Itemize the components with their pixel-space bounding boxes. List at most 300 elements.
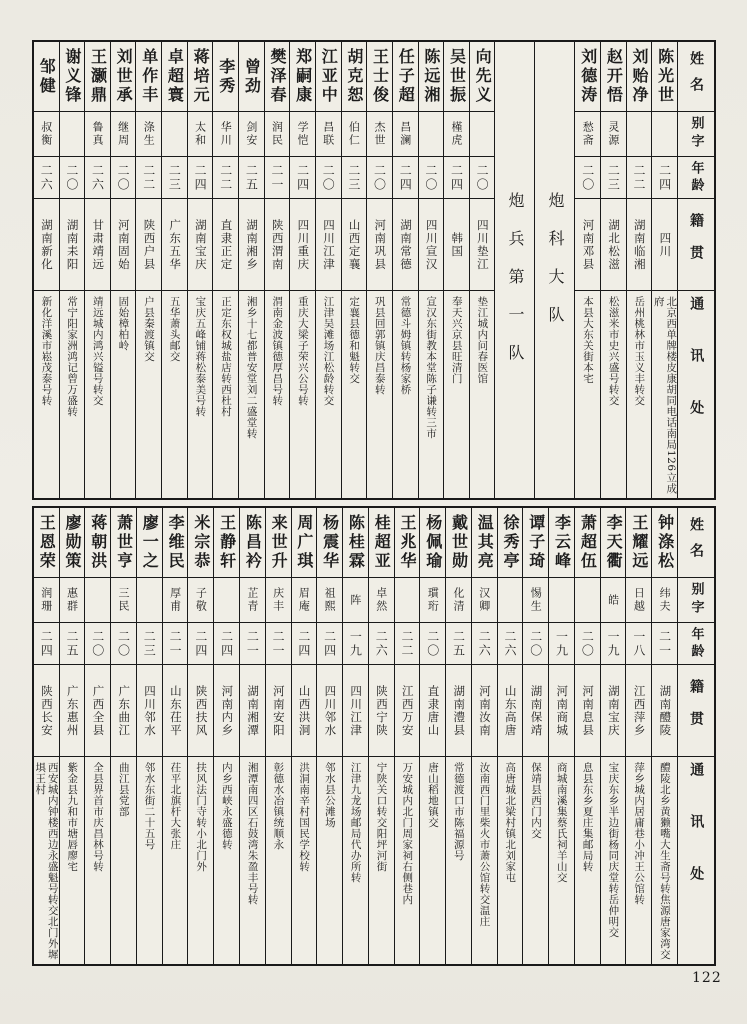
entry-column — [59, 508, 85, 964]
entry-address: 江津吴滩场江松龄转交 — [322, 296, 335, 406]
entry-name: 刘世承 — [111, 42, 136, 112]
entry-column — [316, 508, 342, 964]
entry-origin: 陕西扶风 — [188, 665, 213, 757]
entry-name: 吴世振 — [444, 42, 469, 112]
entry-alias — [627, 112, 652, 157]
section-header-column — [534, 42, 574, 498]
header-name: 姓名 — [678, 508, 714, 578]
entry-origin: 湖南湘潭 — [240, 665, 265, 757]
entry-address: 奉天兴京县旺清门 — [450, 296, 463, 384]
entry-name: 赵开悟 — [601, 42, 626, 112]
entry-alias: 惕生 — [523, 578, 548, 623]
entry-column — [84, 42, 110, 498]
entry-alias: 眉庵 — [292, 578, 317, 623]
entry-age: 二〇 — [85, 623, 110, 665]
entry-age: 一九 — [601, 623, 626, 665]
entry-name: 萧超伍 — [575, 508, 600, 578]
entry-origin: 陕西长安 — [34, 665, 59, 757]
entry-column — [213, 508, 239, 964]
entry-alias: 昌澜 — [393, 112, 418, 157]
entry-age: 二三 — [162, 157, 187, 199]
entry-address: 湘潭南四区石鼓湾朱盈丰号转 — [246, 762, 259, 905]
entry-origin: 河南安阳 — [266, 665, 291, 757]
entry-address: 宝庆五峰铺蒋松泰美号转 — [194, 296, 207, 417]
entry-name: 陈桂霖 — [343, 508, 368, 578]
entry-origin: 湖南耒阳 — [60, 199, 85, 291]
entry-name: 陈昌衿 — [240, 508, 265, 578]
section-label: 炮兵第一队 — [505, 192, 525, 382]
entry-age: 二三 — [342, 157, 367, 199]
entry-name: 徐秀亭 — [498, 508, 523, 578]
page-number: 122 — [692, 970, 722, 986]
entry-name: 周广琪 — [292, 508, 317, 578]
entry-alias: 瑻珩 — [420, 578, 445, 623]
entry-address: 户县秦渡镇交 — [143, 296, 156, 362]
entry-alias: 剑安 — [239, 112, 264, 157]
entry-alias — [214, 578, 239, 623]
entry-age: 二四 — [317, 623, 342, 665]
entry-column — [187, 508, 213, 964]
entry-alias — [652, 112, 677, 157]
entry-origin: 四川 — [652, 199, 677, 291]
entry-column — [212, 42, 238, 498]
entry-alias: 槿虎 — [444, 112, 469, 157]
entry-origin: 山西洪洞 — [292, 665, 317, 757]
entry-age: 二四 — [34, 623, 59, 665]
entry-age: 二〇 — [523, 623, 548, 665]
entry-address: 北京西单牌楼皮康胡同电话南局126立成府 — [652, 296, 677, 494]
entry-address: 本县大东关街本宅 — [582, 296, 594, 384]
entry-name: 李维民 — [163, 508, 188, 578]
entry-alias: 昌联 — [316, 112, 341, 157]
entry-name: 杨佩瑜 — [420, 508, 445, 578]
entry-column — [394, 508, 420, 964]
entry-origin: 四川垫江 — [470, 199, 495, 291]
entry-name: 胡克恕 — [342, 42, 367, 112]
entry-age: 二三 — [601, 157, 626, 199]
header-name: 姓名 — [678, 42, 714, 112]
entry-alias — [162, 112, 187, 157]
entry-name: 温其亮 — [472, 508, 497, 578]
entry-column — [522, 508, 548, 964]
entry-origin: 湖北松滋 — [601, 199, 626, 291]
entry-origin: 河南息县 — [575, 665, 600, 757]
entry-address: 靖远城内鸿兴镒号转交 — [91, 296, 104, 406]
entry-alias: 皓 — [601, 578, 626, 623]
entry-alias — [395, 578, 420, 623]
entry-column — [59, 42, 85, 498]
entry-column — [136, 508, 162, 964]
entry-age: 二〇 — [575, 623, 600, 665]
entry-alias: 润珊 — [34, 578, 59, 623]
entry-origin: 广东五华 — [162, 199, 187, 291]
entry-column — [651, 42, 677, 498]
entry-address: 醴陵北乡黄獭嘴大生斋号转焦源唐家湾交 — [658, 762, 671, 960]
entry-name: 谭子琦 — [523, 508, 548, 578]
entry-address: 萍乡城内居庸巷小冲王公馆转 — [633, 762, 646, 905]
entry-name: 王恩荣 — [34, 508, 59, 578]
entry-age: 二二 — [627, 157, 652, 199]
section-header-column — [494, 42, 534, 498]
entry-age: 一九 — [343, 623, 368, 665]
entry-origin: 湖南新化 — [34, 199, 59, 291]
entry-origin: 河南邓县 — [575, 199, 600, 291]
entry-column — [315, 42, 341, 498]
entry-column — [418, 42, 444, 498]
entry-address: 常德渡口市陈福源号 — [452, 762, 465, 861]
entry-alias — [419, 112, 444, 157]
entry-name: 向先义 — [470, 42, 495, 112]
entry-address: 重庆大梁子荣兴公号转 — [296, 296, 309, 406]
entry-name: 刘德涛 — [575, 42, 600, 112]
entry-origin: 四川邻水 — [317, 665, 342, 757]
entry-origin: 湖南醴陵 — [652, 665, 677, 757]
entry-address: 茌平北旗杆大张庄 — [169, 762, 182, 850]
entry-name: 杨震华 — [317, 508, 342, 578]
entry-age: 二〇 — [60, 157, 85, 199]
entry-alias — [549, 578, 574, 623]
entry-name: 江亚中 — [316, 42, 341, 112]
entry-name: 单作丰 — [136, 42, 161, 112]
entry-alias — [137, 578, 162, 623]
entry-column — [162, 508, 188, 964]
entry-origin: 山东高唐 — [498, 665, 523, 757]
entry-name: 王耀远 — [626, 508, 651, 578]
entry-origin: 广东曲江 — [111, 665, 136, 757]
entry-age: 二四 — [188, 157, 213, 199]
entry-alias: 学恺 — [290, 112, 315, 157]
entry-name: 王兆华 — [395, 508, 420, 578]
entry-alias: 芷青 — [240, 578, 265, 623]
entry-origin: 四川重庆 — [290, 199, 315, 291]
entry-origin: 山西定襄 — [342, 199, 367, 291]
entry-name: 曾劲 — [239, 42, 264, 112]
entry-age: 二五 — [60, 623, 85, 665]
entry-name: 廖一之 — [137, 508, 162, 578]
entry-age: 二一 — [266, 623, 291, 665]
entry-origin: 湖南保靖 — [523, 665, 548, 757]
entry-address: 汝南西门里柴火市萧公馆转交温庄 — [478, 762, 491, 927]
entry-alias: 化清 — [446, 578, 471, 623]
entry-column — [651, 508, 677, 964]
entry-address: 江津九龙场邮局代办所转 — [349, 762, 362, 883]
entry-name: 米宗恭 — [188, 508, 213, 578]
header-address: 通讯处 — [688, 296, 705, 452]
entry-age: 二二 — [213, 157, 238, 199]
entry-column — [264, 42, 290, 498]
entry-address: 邻水东街二十五号 — [143, 762, 156, 850]
entry-age: 一九 — [549, 623, 574, 665]
entry-age: 二〇 — [575, 157, 600, 199]
entry-origin: 湖南湘乡 — [239, 199, 264, 291]
entry-origin: 甘肃靖远 — [85, 199, 110, 291]
entry-address: 常宁阳家洲鸿记曾万盛转 — [66, 296, 79, 417]
entry-name: 戴世勋 — [446, 508, 471, 578]
entry-alias: 润民 — [265, 112, 290, 157]
entry-column — [574, 42, 600, 498]
entry-address: 洪洞南辛村国民学校转 — [298, 762, 311, 872]
entry-column — [341, 42, 367, 498]
entry-address: 宁陕关口转交阳坪河街 — [375, 762, 388, 872]
entry-alias: 鲁真 — [85, 112, 110, 157]
entry-column — [548, 508, 574, 964]
entry-name: 王灏鼎 — [85, 42, 110, 112]
roster-table-bottom — [32, 506, 716, 966]
entry-age: 二一 — [240, 623, 265, 665]
entry-alias: 涤生 — [136, 112, 161, 157]
entry-age: 二〇 — [470, 157, 495, 199]
entry-origin: 湖南临湘 — [627, 199, 652, 291]
entry-column — [239, 508, 265, 964]
entry-name: 樊泽春 — [265, 42, 290, 112]
entry-address: 商城南溪集蔡氏祠羊山交 — [555, 762, 568, 883]
section-label: 炮科大队 — [545, 192, 565, 344]
header-alias: 别字 — [678, 112, 714, 157]
entry-age: 二二 — [136, 157, 161, 199]
entry-name: 王士俊 — [367, 42, 392, 112]
entry-name: 郑嗣康 — [290, 42, 315, 112]
entry-alias: 太和 — [188, 112, 213, 157]
entry-address: 邻水县公滩场 — [323, 762, 336, 828]
entry-column — [34, 42, 59, 498]
entry-origin: 四川宣汉 — [419, 199, 444, 291]
entry-alias: 愁斋 — [575, 112, 600, 157]
entry-name: 李云峰 — [549, 508, 574, 578]
entry-age: 二四 — [290, 157, 315, 199]
entry-age: 二四 — [444, 157, 469, 199]
entry-origin: 湖南宝庆 — [601, 665, 626, 757]
entry-alias — [85, 578, 110, 623]
entry-origin: 湖南澧县 — [446, 665, 471, 757]
entry-name: 李秀 — [213, 42, 238, 112]
entry-age: 二六 — [85, 157, 110, 199]
entry-name: 桂超亚 — [369, 508, 394, 578]
roster-table-top — [32, 40, 716, 500]
entry-address: 常德斗姆镇转杨家桥 — [399, 296, 412, 395]
header-alias: 别字 — [678, 578, 714, 623]
entry-column — [187, 42, 213, 498]
entry-address: 高唐城北梁村镇北刘家屯 — [504, 762, 517, 883]
entry-name: 任子超 — [393, 42, 418, 112]
entry-alias: 伯仁 — [342, 112, 367, 157]
entry-origin: 四川江津 — [343, 665, 368, 757]
entry-alias: 灵源 — [601, 112, 626, 157]
entry-address: 唐山稻地镇交 — [426, 762, 439, 828]
header-age: 年龄 — [678, 157, 714, 199]
entry-age: 二三 — [137, 623, 162, 665]
entry-name: 廖勋策 — [60, 508, 85, 578]
entry-column — [574, 508, 600, 964]
entry-column — [443, 42, 469, 498]
entry-age: 二〇 — [111, 623, 136, 665]
entry-column — [469, 42, 495, 498]
entry-origin: 河南汝南 — [472, 665, 497, 757]
entry-address: 保靖县西门内交 — [530, 762, 543, 839]
entry-origin: 江西万安 — [395, 665, 420, 757]
entry-column — [445, 508, 471, 964]
entry-name: 李天衢 — [601, 508, 626, 578]
header-address: 通讯处 — [688, 762, 705, 918]
entry-address: 松滋米市史兴盛号转交 — [607, 296, 620, 406]
entry-name: 谢义锋 — [60, 42, 85, 112]
entry-column — [471, 508, 497, 964]
entry-address: 渭南金波镇德厚昌号转 — [271, 296, 284, 406]
entry-alias: 纬夫 — [652, 578, 677, 623]
entry-age: 二五 — [446, 623, 471, 665]
entry-address: 定襄县德和魁转交 — [348, 296, 361, 384]
entry-origin: 直隶正定 — [213, 199, 238, 291]
entry-origin: 四川江津 — [316, 199, 341, 291]
entry-column — [238, 42, 264, 498]
entry-name: 蒋培元 — [188, 42, 213, 112]
entry-address: 紫金县九和市塘唇廖宅 — [66, 762, 79, 872]
entry-alias: 华川 — [213, 112, 238, 157]
entry-age: 二四 — [292, 623, 317, 665]
entry-name: 陈光世 — [652, 42, 677, 112]
entry-origin: 山东茌平 — [163, 665, 188, 757]
entry-origin: 江西萍乡 — [626, 665, 651, 757]
entry-age: 二二 — [395, 623, 420, 665]
entry-address: 万安城内北门周家祠右侧巷内 — [401, 762, 414, 905]
entry-name: 来世升 — [266, 508, 291, 578]
entry-column — [110, 508, 136, 964]
header-column — [677, 508, 714, 964]
entry-age: 二〇 — [111, 157, 136, 199]
entry-address: 宝庆东乡半边街杨同庆堂转岳仲明交 — [607, 762, 620, 938]
entry-age: 二一 — [652, 623, 677, 665]
entry-alias: 祖熙 — [317, 578, 342, 623]
header-origin: 籍贯 — [678, 199, 714, 291]
entry-column — [600, 42, 626, 498]
entry-alias — [575, 578, 600, 623]
entry-address: 全县界首市庆昌林号转 — [92, 762, 105, 872]
entry-age: 二六 — [472, 623, 497, 665]
entry-column — [392, 42, 418, 498]
entry-column — [419, 508, 445, 964]
entry-address: 宣汉东街教本堂陈子谦转三市 — [425, 296, 438, 439]
entry-alias: 厚甫 — [163, 578, 188, 623]
entry-origin: 湖南常德 — [393, 199, 418, 291]
entry-column — [135, 42, 161, 498]
entry-column — [368, 508, 394, 964]
entry-origin: 韩国 — [444, 199, 469, 291]
entry-column — [342, 508, 368, 964]
entry-address: 内乡西峡永盛德转 — [220, 762, 233, 850]
header-origin: 籍贯 — [678, 665, 714, 757]
entry-alias: 惠群 — [60, 578, 85, 623]
entry-age: 二四 — [393, 157, 418, 199]
entry-age: 二六 — [369, 623, 394, 665]
entry-column — [34, 508, 59, 964]
entry-origin: 河南内乡 — [214, 665, 239, 757]
entry-alias: 子敬 — [188, 578, 213, 623]
entry-column — [291, 508, 317, 964]
entry-origin: 广西全县 — [85, 665, 110, 757]
entry-column — [289, 42, 315, 498]
entry-alias — [498, 578, 523, 623]
entry-address: 息县东乡夏庄集邮局转 — [581, 762, 594, 872]
entry-name: 萧世亨 — [111, 508, 136, 578]
entry-alias: 日越 — [626, 578, 651, 623]
entry-alias: 卓然 — [369, 578, 394, 623]
entry-address: 新化洋溪市崧茂泰号转 — [40, 296, 53, 406]
entry-alias: 叔衡 — [34, 112, 59, 157]
entry-name: 卓超寰 — [162, 42, 187, 112]
entry-age: 二四 — [652, 157, 677, 199]
entry-address: 垫江城内问春医馆 — [476, 296, 489, 384]
entry-address: 彰德水冶镇统顺永 — [272, 762, 285, 850]
entry-name: 陈远湘 — [419, 42, 444, 112]
entry-age: 二一 — [265, 157, 290, 199]
entry-address: 固始樟柏岭 — [117, 296, 130, 351]
entry-age: 二六 — [34, 157, 59, 199]
entry-origin: 直隶唐山 — [420, 665, 445, 757]
header-age: 年龄 — [678, 623, 714, 665]
entry-alias: 三民 — [111, 578, 136, 623]
entry-alias: 汉卿 — [472, 578, 497, 623]
entry-age: 二〇 — [420, 623, 445, 665]
entry-origin: 河南商城 — [549, 665, 574, 757]
entry-origin: 陕西户县 — [136, 199, 161, 291]
entry-age: 二〇 — [367, 157, 392, 199]
entry-name: 邹健 — [34, 42, 59, 112]
entry-alias: 继周 — [111, 112, 136, 157]
entry-address: 正定东权城盐店转西杜村 — [219, 296, 232, 417]
entry-age: 二〇 — [419, 157, 444, 199]
entry-column — [161, 42, 187, 498]
entry-name: 刘贻净 — [627, 42, 652, 112]
entry-column — [265, 508, 291, 964]
entry-address: 巩县回郭镇庆昌泰转 — [373, 296, 386, 395]
entry-column — [626, 42, 652, 498]
entry-age: 二五 — [239, 157, 264, 199]
entry-origin: 广东惠州 — [60, 665, 85, 757]
entry-age: 二〇 — [316, 157, 341, 199]
entry-alias: 阵 — [343, 578, 368, 623]
entry-age: 二六 — [498, 623, 523, 665]
entry-alias — [470, 112, 495, 157]
entry-name: 钟涤松 — [652, 508, 677, 578]
entry-age: 二一 — [163, 623, 188, 665]
entry-column — [497, 508, 523, 964]
entry-column — [366, 42, 392, 498]
entry-age: 二四 — [214, 623, 239, 665]
entry-address: 曲江县党部 — [117, 762, 130, 817]
entry-column — [625, 508, 651, 964]
entry-column — [110, 42, 136, 498]
header-column — [677, 42, 714, 498]
entry-age: 二四 — [188, 623, 213, 665]
entry-name: 王静轩 — [214, 508, 239, 578]
entry-origin: 河南固始 — [111, 199, 136, 291]
entry-alias: 杰世 — [367, 112, 392, 157]
entry-alias: 庆丰 — [266, 578, 291, 623]
entry-origin: 河南巩县 — [367, 199, 392, 291]
entry-origin: 湖南宝庆 — [188, 199, 213, 291]
entry-origin: 陕西渭南 — [265, 199, 290, 291]
entry-address: 五华萧头邮交 — [168, 296, 181, 362]
entry-address: 西安城内钟楼西边永盛魁号转交北门外墀埧王村 — [34, 762, 59, 960]
entry-address: 湘乡十七都普安堂刘二盛堂转 — [245, 296, 258, 439]
entry-address: 岳州桃林市玉义丰转交 — [633, 296, 646, 406]
entry-name: 蒋朝洪 — [85, 508, 110, 578]
entry-column — [600, 508, 626, 964]
entry-age: 一八 — [626, 623, 651, 665]
entry-origin: 陕西宁陕 — [369, 665, 394, 757]
entry-origin: 四川邻水 — [137, 665, 162, 757]
entry-alias — [60, 112, 85, 157]
entry-address: 扶风法门寺转小北门外 — [195, 762, 208, 872]
